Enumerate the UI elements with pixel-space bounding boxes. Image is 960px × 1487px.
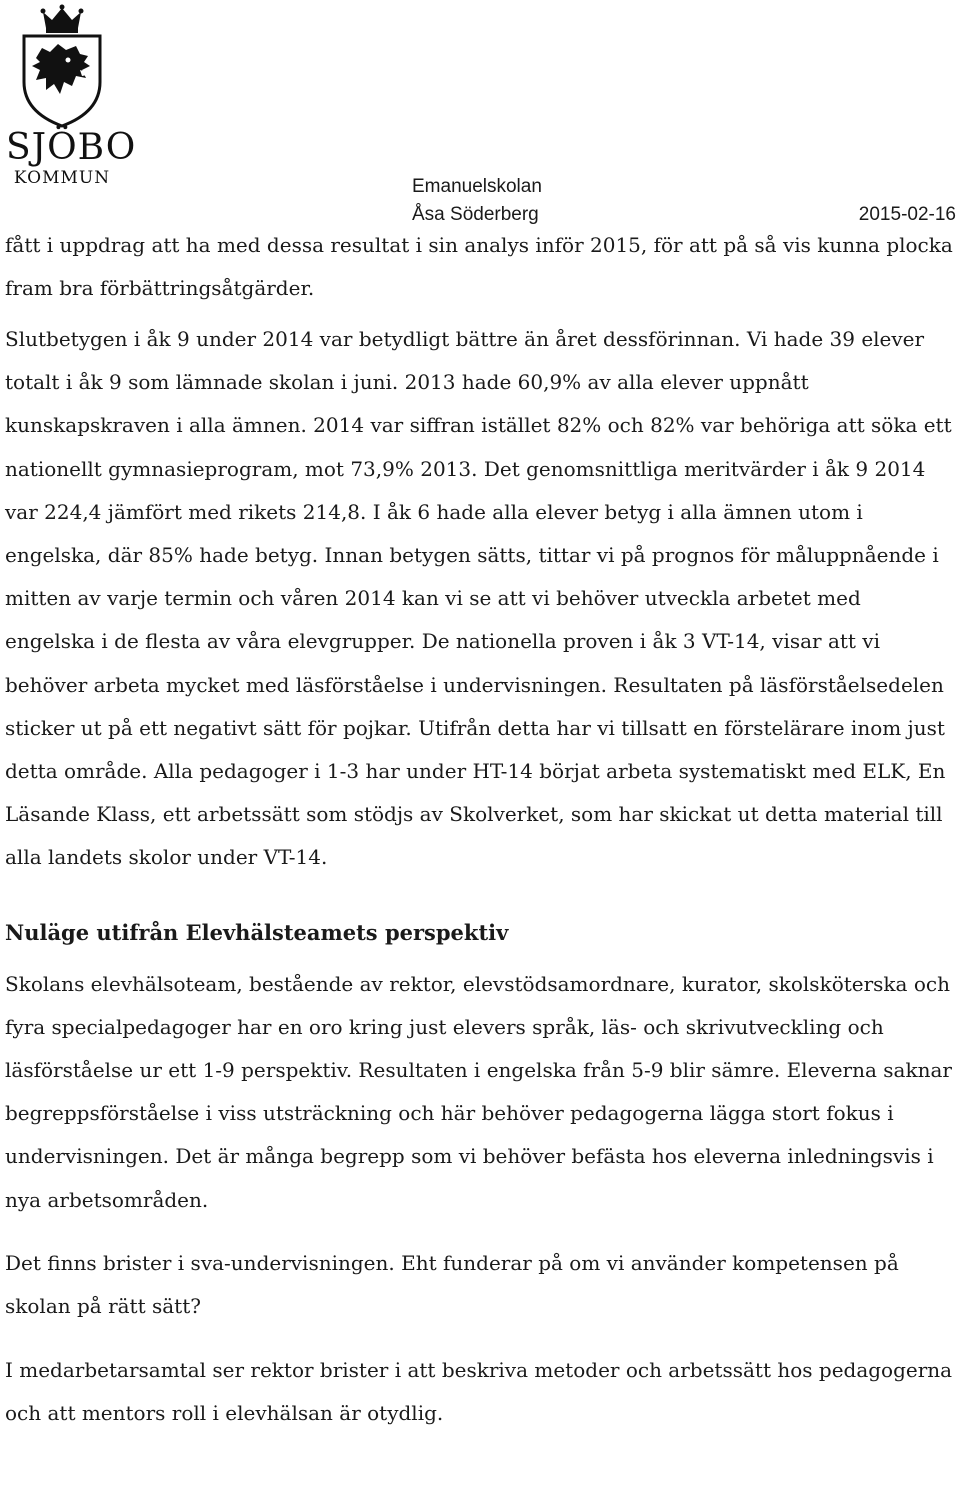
document-body: [5, 224, 955, 1436]
logo-name-sjobo: SJÖBO: [6, 127, 137, 168]
paragraph-student-health-team: Skolans elevhälsoteam, bestående av rektor, elevstödsamordnare, kurator, skolsköterska och fyra specialpedagoger har en oro kring just elevers språk, läs- och skrivutveckling och läsförståelse ur ett 1-9 perspektiv. Resultaten i engelska från 5-9 blir sämre. Eleverna saknar begreppsförståelse i viss utsträckning och här behöver pedagogerna lägga stort fokus i undervisningen. Det är många begrepp som vi behöver befästa hos eleverna inledningsvis i nya arbetsområden.: [5, 971, 952, 1212]
municipality-logo: [6, 4, 137, 189]
paragraph-results: Slutbetygen i åk 9 under 2014 var betydligt bättre än året dessförinnan. Vi hade 39 elever totalt i åk 9 som lämnade skolan i juni. 2013 hade 60,9% av alla elever uppnått kunskapskraven i alla ämnen. 2014 var siffran istället 82% och 82% var behöriga att söka ett nationellt gymnasieprogram, mot 73,9% 2013. Det genomsnittliga meritvärder i åk 9 2014 var 224,4 jämfört med rikets 214,8. I åk 6 hade alla elever betyg i alla ämnen utom i engelska, där 85% hade betyg. Innan betygen sätts, tittar vi på prognos för måluppnående i mitten av varje termin och våren 2014 kan vi se att vi behöver utveckla arbetet med engelska i de flesta av våra elevgrupper. De nationella proven i åk 3 VT-14, visar att vi behöver arbeta mycket med läsförståelse i undervisningen. Resultaten på läsförståelsedelen sticker ut på ett negativt sätt för pojkar. Utifrån detta har vi tillsatt en förstelärare inom just detta område. Alla pedagoger i 1-3 har under HT-14 börjat arbeta systematiskt med ELK, En Läsande Klass, ett arbetssätt som stödjs av Skolverket, som har skickat ut detta material till alla landets skolor under VT-14.: [5, 327, 952, 870]
section-heading: Nuläge utifrån Elevhälsteamets perspektiv: [5, 919, 509, 945]
header-date: 2015-02-16: [858, 204, 956, 225]
header-author: Åsa Söderberg: [412, 204, 539, 225]
paragraph-intro: fått i uppdrag att ha med dessa resultat i sin analys inför 2015, för att på så vis kunna plocka fram bra förbättringsåtgärder.: [5, 233, 953, 300]
paragraph-staff-reviews: I medarbetarsamtal ser rektor brister i att beskriva metoder och arbetssätt hos pedagogerna och att mentors roll i elevhälsan är otydlig.: [5, 1357, 953, 1426]
crowned-boar-shield-icon: [6, 4, 118, 128]
paragraph-sva: Det finns brister i sva-undervisningen. Eht funderar på om vi använder kompetensen på skolan på rätt sätt?: [5, 1250, 899, 1319]
logo-name-kommun: KOMMUN: [13, 168, 111, 188]
header-school-name: Emanuelskolan: [412, 176, 542, 197]
